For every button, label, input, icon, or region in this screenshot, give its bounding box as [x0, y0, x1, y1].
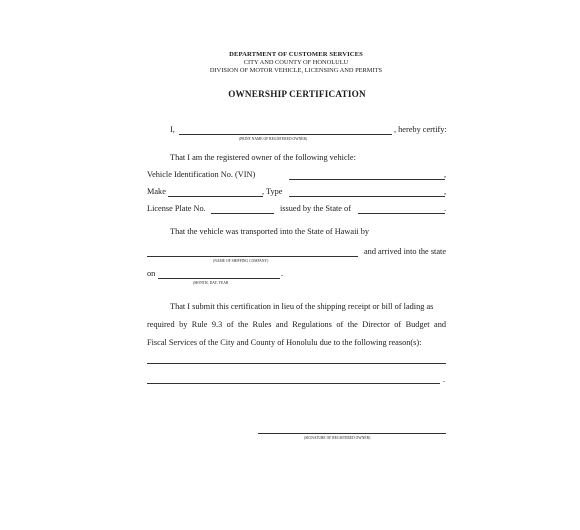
type-label: , Type [262, 187, 283, 196]
reason-line-b[interactable] [147, 383, 440, 384]
reason-line-2: required by Rule 9.3 of the Rules and Regulations of the Director of Budget and [147, 320, 446, 329]
date-end: . [281, 269, 284, 278]
vin-label: Vehicle Identification No. (VIN) [147, 170, 256, 179]
issued-label: issued by the State of [280, 204, 351, 213]
transport-statement: That the vehicle was transported into the State of Hawaii by [170, 227, 370, 236]
type-end: , [444, 187, 447, 196]
state-line[interactable] [358, 213, 445, 214]
date-line[interactable] [158, 278, 280, 279]
arrived-label: and arrived into the state [364, 247, 447, 256]
signature-line[interactable] [258, 433, 446, 434]
reason-line-3: Fiscal Services of the City and County of Honolulu due to the following reason(s): [147, 338, 422, 347]
make-label: Make [147, 187, 166, 196]
reason-end: . [443, 375, 446, 384]
signature-caption: (SIGNATURE OF REGISTERED OWNER) [304, 436, 371, 440]
type-line[interactable] [289, 196, 445, 197]
plate-end: . [444, 204, 447, 213]
department-heading: DEPARTMENT OF CUSTOMER SERVICES [229, 51, 363, 58]
vin-line[interactable] [289, 179, 445, 180]
date-caption: (MONTH, DAY, YEAR [193, 281, 229, 285]
reason-line-a[interactable] [147, 363, 446, 364]
make-line[interactable] [168, 196, 263, 197]
vin-end: , [444, 170, 447, 179]
shipping-company-caption: (NAME OF SHIPPING COMPANY) [213, 259, 269, 263]
owner-statement: That I am the registered owner of the following vehicle: [170, 153, 356, 162]
shipping-company-line[interactable] [147, 256, 358, 257]
on-label: on [147, 269, 156, 278]
owner-name-line[interactable] [179, 134, 392, 135]
certify-prefix: I, [170, 125, 175, 134]
owner-name-caption: (PRINT NAME OF REGISTERED OWNER) [239, 137, 308, 141]
plate-line[interactable] [211, 213, 274, 214]
certify-suffix: , hereby certify: [394, 125, 447, 134]
document-title: OWNERSHIP CERTIFICATION [228, 89, 366, 99]
city-heading: CITY AND COUNTY OF HONOLULU [243, 59, 349, 66]
division-heading: DIVISION OF MOTOR VEHICLE, LICENSING AND PERMITS [209, 67, 383, 74]
reason-line-1: That I submit this certification in lieu of the shipping receipt or bill of lading as [170, 302, 434, 311]
plate-label: License Plate No. [147, 204, 206, 213]
